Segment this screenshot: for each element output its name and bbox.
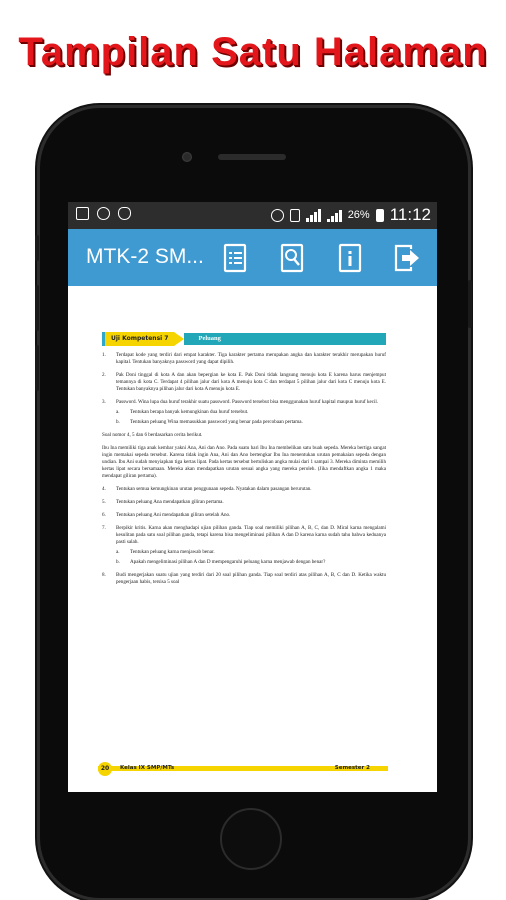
search-document-icon[interactable] bbox=[276, 241, 310, 275]
front-camera bbox=[182, 152, 192, 162]
question-item: 6. Tentukan peluang Ani mendapatkan giliran setelah Ano. bbox=[102, 512, 231, 518]
question-item: 2. Pak Doni tinggal di kota A dan akan bepergian ke kota E. Pak Doni tidak langsung menuju kota E karena harus menjemput temannya di kota C. Terdapat 4 pilihan jalur dari kota A menuju kota C dan terdapat 5 pilihan jalur dari kota C menuju kota E. Tentukan banyaknya pilihan jalur dari kota A menuju kota E. bbox=[102, 372, 386, 392]
question-subitem: b. Apakah mengeliminasi pilihan A dan D mempengaruhi peluang karna menjawab dengan benar? bbox=[116, 559, 326, 565]
footer-book-label: Kelas IX SMP/MTs bbox=[120, 765, 175, 771]
section-header bbox=[102, 332, 386, 346]
section-topic: Peluang bbox=[184, 333, 386, 345]
question-list bbox=[102, 352, 386, 586]
home-button[interactable] bbox=[220, 808, 282, 870]
story-intro: Soal nomor 4, 5 dan 6 berdasarkan cerita berikut. bbox=[102, 432, 203, 438]
story-text: Ibu Ina memiliki tiga anak kembar yakni Ana, Ani dan Ano. Pada suatu hari Ibu Ina membelikan satu buah sepeda. Mereka bertiga sangat ingin memakai sepeda tersebut. Karena tidak ingin Ana, Ani dan Ano bertengkar Ibu Ina menentukan urutan pemakaian sepeda dengan undian. Ibu Ani sudah menyiapkan tiga kertas lipat. Pada kertas tersebut bertuliskan angka mulai dari 1 sampai 3. Mereka diminta memilih kertas lipat secara bersamaan. Mereka akan mendapatkan urutan sesuai angka yang mereka peroleh. (Jika mendaftkan angka 1 maka mendapat giliran pertama). bbox=[102, 445, 386, 479]
whatsapp-notification-icon bbox=[97, 207, 110, 220]
cat-notification-icon bbox=[118, 207, 131, 220]
info-icon[interactable] bbox=[333, 241, 367, 275]
section-label: Uji Kompetensi 7 bbox=[102, 332, 174, 346]
battery-percent: 26% bbox=[347, 209, 370, 221]
question-subitem: b. Tentukan peluang Wina memasukkan password yang benar pada percobaan pertama. bbox=[116, 419, 303, 425]
headline: Tampilan Satu Halaman bbox=[18, 30, 488, 74]
screen bbox=[68, 202, 437, 792]
volume-down-button bbox=[35, 345, 39, 391]
question-item: 4. Tentukan semua kemungkinan urutan penggunaan sepeda. Nyatakan dalam pasangan berurutan. bbox=[102, 486, 312, 492]
mute-switch bbox=[35, 235, 39, 261]
page-number: 20 bbox=[98, 762, 112, 776]
question-item: 5. Tentukan peluang Ana mendapatkan giliran pertama. bbox=[102, 499, 224, 505]
signal-icon bbox=[306, 208, 321, 222]
alarm-icon bbox=[271, 209, 284, 222]
status-bar bbox=[68, 202, 437, 229]
section-arrow-icon bbox=[174, 332, 184, 346]
question-item: 8. Budi mengerjakan suatu ujian yang terdiri dari 20 soal pilihan ganda. Tiap soal terdiri atas pilihan A, B, C dan D. Ketika waktu pengerjaan habis, tersisa 5 soal bbox=[102, 572, 386, 585]
question-item: 7. Berpikir kritis. Karna akan menghadapi ujian pilihan ganda. Tiap soal memiliki pilihan A, B, C, dan D. Miral karna mengalami kesulitan pada satu soal pilihan ganda, tetapi karena bisa mengeliminasi pilihan A dan D karena karna sudah tahu bahwa keduanya pasti salah. bbox=[102, 525, 386, 545]
question-subitem: a. Tentukan peluang karna menjawab benar. bbox=[116, 549, 215, 555]
clock: 11:12 bbox=[389, 205, 431, 224]
power-button bbox=[468, 280, 472, 328]
document-page[interactable] bbox=[68, 286, 437, 792]
question-item: 3. Password. Wina lupa dua huruf terakhir suatu password. Password tersebut bisa menggunakan huruf kapital maupun huruf kecil. bbox=[102, 399, 379, 405]
list-document-icon[interactable] bbox=[218, 241, 252, 275]
app-title: MTK-2 SM... bbox=[86, 245, 204, 268]
signal-icon-2 bbox=[327, 208, 342, 222]
question-item: 1. Terdapat kode yang terdiri dari empat karakter. Tiga karakter pertama merupakan angka dan karakter terakhir merupakan huruf kapital. Tentukan banyaknya password yang dapat dipilih. bbox=[102, 352, 386, 365]
gallery-notification-icon bbox=[76, 207, 89, 220]
page-footer bbox=[98, 762, 398, 774]
app-bar bbox=[68, 229, 437, 286]
earpiece-speaker bbox=[218, 154, 286, 160]
battery-icon bbox=[376, 209, 384, 222]
exit-icon[interactable] bbox=[390, 241, 424, 275]
question-subitem: a. Tentukan berapa banyak kemungkinan dua huruf tersebut. bbox=[116, 409, 249, 415]
footer-semester: Semester 2 bbox=[334, 765, 370, 771]
volume-up-button bbox=[35, 285, 39, 331]
sim-icon bbox=[290, 209, 300, 222]
